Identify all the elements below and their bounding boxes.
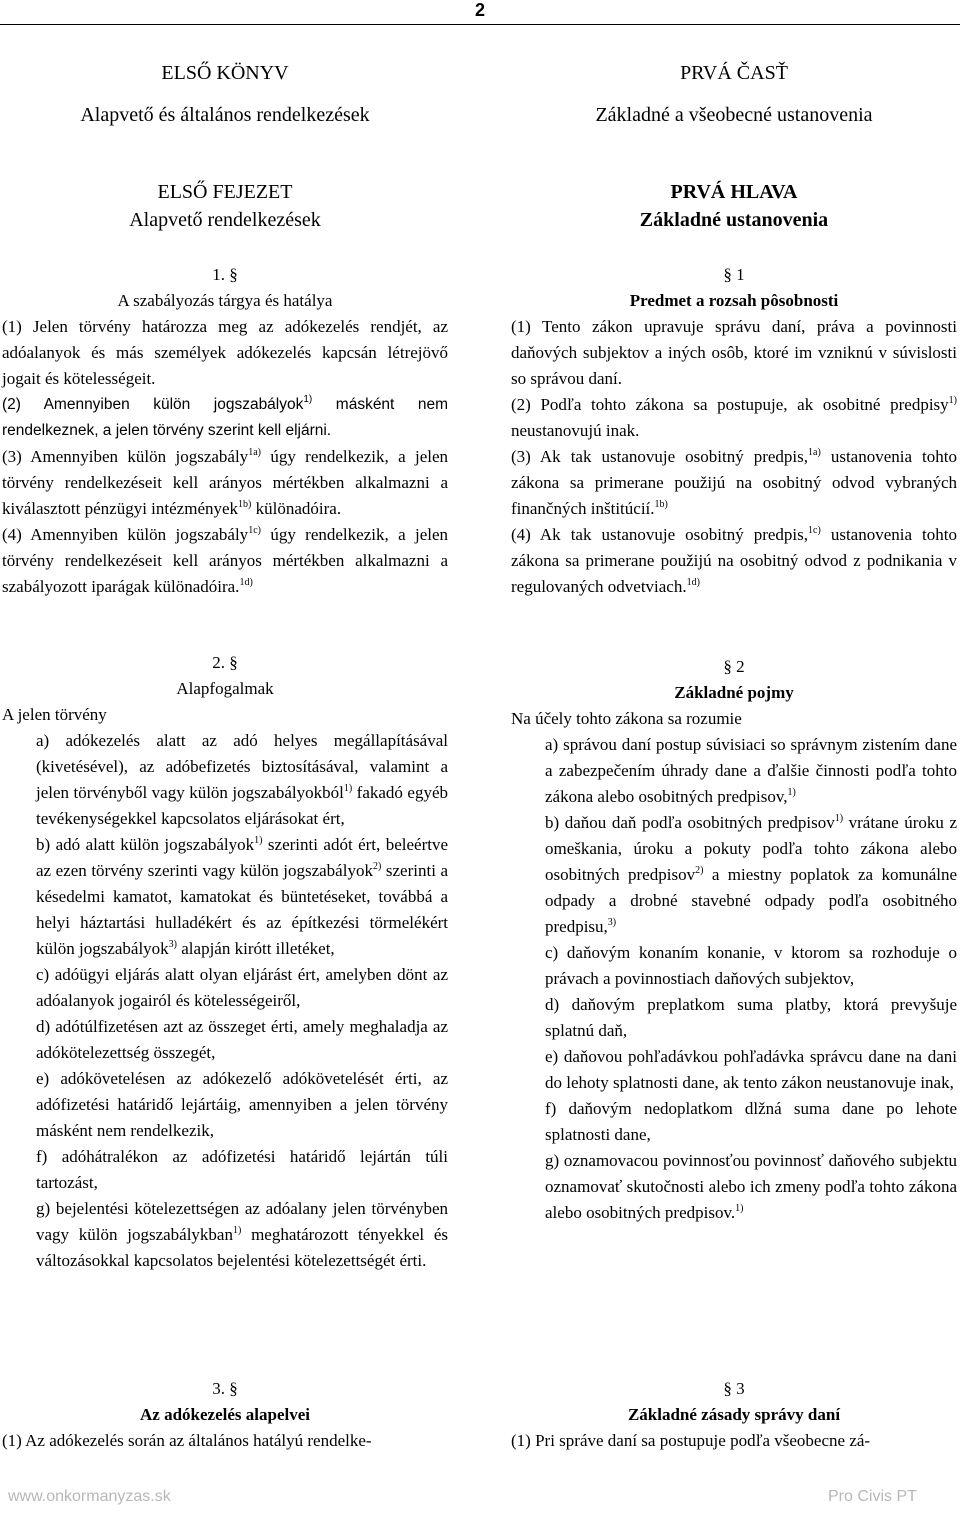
header-rule	[0, 24, 960, 25]
paragraph-1-sub-1: (1) Tento zákon upravuje správu daní, práva a povinnosti daňových subjektov a iných osôb, ktoré im vzniknú v súvislosti so správou daní.	[511, 317, 957, 388]
head-subtitle: Základné ustanovenia	[639, 209, 829, 231]
footer-publisher: Pro Civis PT	[828, 1488, 917, 1505]
definition-a: a) adókezelés alatt az adó helyes megállapításával (kivetésével), az adóbefizetés biztosításával, valamint a jelen törvényből vagy külön jogszabályokból$^{1)}$ fakadó egyéb tevékenységekkel kapcsolatos eljárásokat ért,	[36, 731, 449, 828]
definition-d: d) daňovým preplatkom suma platby, ktorá prevyšuje splatnú daň,	[545, 995, 957, 1040]
footnote-ref: 1a)	[248, 447, 261, 458]
footnote-ref: 1)	[254, 835, 263, 846]
section-1	[2, 262, 448, 600]
head-title: PRVÁ HLAVA	[670, 181, 798, 203]
definition-g: g) bejelentési kötelezettségen az adóalany jelen törvényben vagy külön jogszabálykban$^{1)}$ meghatározott tényekkel és változásokkal kapcsolatos bejelentési kötelezettségét érti.	[36, 1199, 449, 1270]
section-1-para-4: (4) Amennyiben külön jogszabály$^{1c)}$ úgy rendelkezik, a jelen törvény rendelkezéseit kell arányos mértékben alkalmazni a szabályozott iparágak különadóira.$^{1d)}$	[2, 525, 449, 596]
footnote-ref: 2)	[695, 865, 704, 876]
part-title: PRVÁ ČASŤ	[680, 62, 788, 84]
definition-c: c) adóügyi eljárás alatt olyan eljárást ért, amelyben dönt az adóalanyok jogairól és kötelességeiről,	[36, 965, 448, 1010]
section-2-title: Alapfogalmak	[176, 679, 274, 698]
footnote-ref: 3)	[607, 917, 617, 928]
footnote-ref: 1d)	[686, 577, 700, 588]
definition-g: g) oznamovacou povinnosťou povinnosť daňového subjektu oznamovať skutočnosti alebo ich zmeny podľa tohto zákona alebo osobitných predpisov.$^{1)}$	[545, 1151, 957, 1222]
paragraph-2-intro: Na účely tohto zákona sa rozumie	[511, 709, 742, 728]
definition-a: a) správou daní postup súvisiaci so správnym zistením dane a zabezpečením úhrady dane a ďalšie činnosti podľa tohto zákona alebo osobitných predpisov,$^{1)}$	[545, 735, 957, 806]
footnote-ref: 1)	[834, 813, 844, 824]
footnote-ref: 1)	[787, 787, 796, 798]
paragraph-1	[511, 262, 957, 600]
footnote-ref: 1)	[735, 1203, 744, 1214]
paragraph-2-number: § 2	[723, 657, 745, 676]
paragraph-2	[511, 654, 957, 1226]
definition-e: e) adókövetelésen az adókezelő adókövetelését érti, az adófizetési határidő lejártáig, amennyiben a jelen törvény másként nem rendelkezik,	[36, 1069, 448, 1140]
paragraph-3-sub-1: (1) Pri správe daní sa postupuje podľa všeobecne zá-	[511, 1431, 871, 1450]
book-title: ELSŐ KÖNYV	[161, 62, 289, 84]
section-2-intro: A jelen törvény	[2, 705, 107, 724]
part-heading	[511, 59, 957, 129]
section-1-title: A szabályozás tárgya és hatálya	[117, 291, 333, 310]
footer-website: www.onkormanyzas.sk	[8, 1488, 171, 1505]
paragraph-1-number: § 1	[723, 265, 745, 284]
definition-b: b) adó alatt külön jogszabályok$^{1)}$ szerinti adót ért, beleértve az ezen törvény szerinti vagy külön jogszabályok$^{2)}$ szerinti a késedelmi kamatot, kamatokat és büntetéseket, továbbá a helyi háztartási hulladékért és az építkezési törmelékért külön jogszabályok$^{3)}$ alapján kirótt illetéket,	[36, 835, 449, 958]
chapter-subtitle: Alapvető rendelkezések	[129, 209, 321, 231]
section-3-number: 3. §	[212, 1379, 238, 1398]
footnote-ref: 1c)	[808, 525, 821, 536]
footnote-ref: 1b)	[654, 499, 668, 510]
section-1-para-2: (2) Amennyiben külön jogszabályok$^{1)}$ másként nem rendelkeznek, a jelen törvény szerint kell eljárni.	[2, 394, 448, 439]
paragraph-1-title: Predmet a rozsah pôsobnosti	[629, 291, 839, 310]
definition-e: e) daňovou pohľadávkou pohľadávka správcu dane na dani do lehoty splatnosti dane, ak tento zákon neustanovuje inak,	[545, 1047, 957, 1092]
definition-f: f) daňovým nedoplatkom dlžná suma dane po lehote splatnosti dane,	[545, 1099, 957, 1144]
paragraph-3-number: § 3	[723, 1379, 745, 1398]
page-number: 2	[474, 0, 485, 20]
paragraph-2-title: Základné pojmy	[674, 683, 794, 702]
chapter-title: ELSŐ FEJEZET	[157, 181, 293, 203]
footnote-ref: 1)	[948, 395, 957, 406]
head-heading	[511, 178, 957, 234]
section-3-para-1: (1) Az adókezelés során az általános hatályú rendelke-	[2, 1431, 372, 1450]
paragraph-3-title: Základné zásady správy daní	[627, 1405, 841, 1424]
definition-d: d) adótúlfizetésen azt az összeget érti, amely meghaladja az adókötelezettség összegét,	[36, 1017, 448, 1062]
page-header	[0, 0, 960, 28]
section-1-para-3: (3) Amennyiben külön jogszabály$^{1a)}$ úgy rendelkezik, a jelen törvény rendelkezéseit kell arányos mértékben alkalmazni a kiválasztott pénzügyi intézmények$^{1b)}$ különadóira.	[2, 447, 449, 518]
footnote-ref: 3)	[168, 939, 178, 950]
definition-c: c) daňovým konaním konanie, v ktorom sa rozhoduje o právach a povinnostiach daňových subjektov,	[545, 943, 957, 988]
footnote-ref: 1)	[343, 783, 353, 794]
paragraph-3	[511, 1376, 957, 1454]
footnote-ref: 1d)	[239, 577, 253, 588]
definition-f: f) adóhátralékon az adófizetési határidő lejártán túli tartozást,	[36, 1147, 448, 1192]
footnote-ref: 1)	[232, 1225, 242, 1236]
paragraph-1-sub-2: (2) Podľa tohto zákona sa postupuje, ak osobitné predpisy$^{1)}$ neustanovujú inak.	[511, 395, 957, 440]
book-subtitle: Alapvető és általános rendelkezések	[80, 104, 370, 126]
section-3-title: Az adókezelés alapelvei	[140, 1405, 310, 1424]
footnote-ref: 1c)	[248, 525, 261, 536]
definition-b: b) daňou daň podľa osobitných predpisov$^{1)}$ vrátane úroku z omeškania, úroku a pokuty podľa tohto zákona alebo osobitných predpisov$^{2)}$ a miestny poplatok za komunálne odpady a drobné stavebné odpady podľa osobitného predpisu,$^{3)}$	[545, 813, 958, 936]
section-1-para-1: (1) Jelen törvény határozza meg az adókezelés rendjét, az adóalanyok és más személyek adókezelés kapcsán létrejövő jogait és kötelességeit.	[2, 317, 448, 388]
footnote-ref: 1)	[303, 394, 313, 405]
footnote-ref: 1b)	[238, 499, 252, 510]
section-3	[2, 1376, 448, 1454]
section-1-number: 1. §	[212, 265, 238, 284]
footnote-ref: 1a)	[808, 447, 821, 458]
part-subtitle: Základné a všeobecné ustanovenia	[595, 104, 873, 126]
section-2	[2, 650, 448, 1274]
section-2-number: 2. §	[212, 653, 238, 672]
paragraph-1-sub-4: (4) Ak tak ustanovuje osobitný predpis,$^{1c)}$ ustanovenia tohto zákona sa primerane použijú na osobitný odvod z podnikania v regulovaných odvetviach.$^{1d)}$	[511, 525, 957, 596]
paragraph-1-sub-3: (3) Ak tak ustanovuje osobitný predpis,$^{1a)}$ ustanovenia tohto zákona sa primerane použijú na osobitný odvod vybraných finančných inštitúcií.$^{1b)}$	[511, 447, 957, 518]
book-heading	[2, 59, 448, 129]
footnote-ref: 2)	[372, 861, 382, 872]
chapter-heading	[2, 178, 448, 234]
